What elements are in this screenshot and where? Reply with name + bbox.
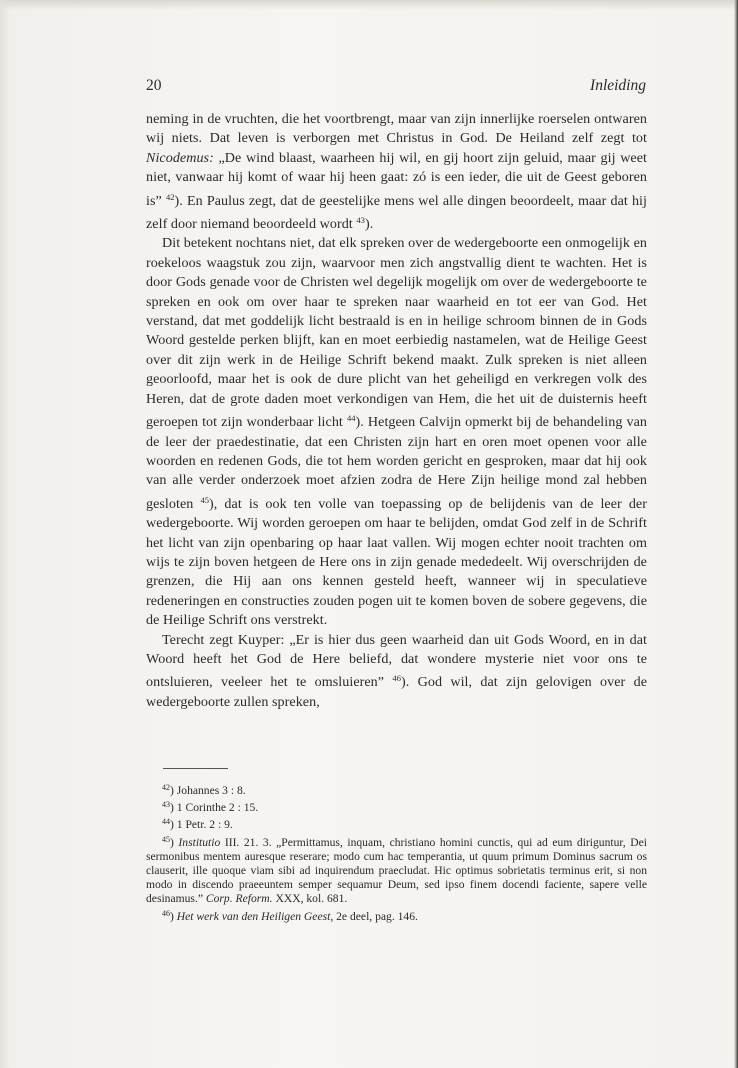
- text-segment: ). Hetgeen Calvijn opmerkt bij de behandeling van de leer der praedestinatie, dat een Christen zijn hart en oren moet openen voor alle woorden en redenen Gods, die tot hem worden gericht en gesproken, maar dat hij ook van alle verder onderzoek moet afzien zodra de Here Zijn heilige mond zal hebben gesloten: [146, 414, 647, 512]
- text-segment: „De wind blaast, waarheen hij wil, en gij hoort zijn geluid, maar gij weet niet, vanwaar hij komt of waar hij heen gaat: zó is een ieder, die uit de Geest geboren is”: [146, 149, 647, 209]
- footnote-ref: 46: [392, 673, 401, 684]
- body-text: [146, 110, 647, 712]
- text-segment: ).: [364, 216, 374, 233]
- footnote-number: 44: [162, 817, 170, 827]
- footnote-44: [146, 815, 647, 832]
- footnote-italic: Het werk van den Heiligen Geest,: [176, 909, 334, 923]
- footnote-number: 45: [162, 834, 170, 844]
- footnote-text: ) Johannes 3 : 8.: [170, 784, 246, 797]
- footnote-text: ) 1 Corinthe 2 : 15.: [170, 801, 259, 815]
- page-right-edge: [734, 0, 738, 1068]
- text-segment: ), dat is ook ten volle van toepassing op de belijdenis van de leer der wedergeboorte. Wij worden geroepen om haar te belijden, omdat God zelf in de Schrift het licht van zijn openbaring op haar laat vallen. Wij mogen echter nooit trachten om wijs te zijn boven hetgeen de Here ons in zijn genade mededeelt. Wij overschrijden de grenzen, die Hij aan ons kennen gesteld heeft, wanneer wij in speculatieve redeneringen en constructies zouden pogen uit te komen boven de sobere gegevens, die de Heilige Schrift ons verstrekt.: [146, 495, 647, 629]
- footnote-number: 42: [162, 783, 170, 792]
- text-segment: ). God wil, dat zijn gelovigen over de wedergeboorte zullen spreken,: [146, 674, 647, 710]
- footnote-number: 43: [162, 800, 170, 810]
- footnote-text: XXX, kol. 681.: [272, 892, 348, 906]
- footnote-43: [146, 798, 647, 815]
- text-segment: ). En Paulus zegt, dat de geestelijke mens wel alle dingen beoordeelt, maar dat hij zelf door niemand beoordeeld wordt: [146, 192, 647, 233]
- footnote-text: III. 21. 3. „Permittamus, inquam, christiano homini cunctis, qui ad eum diriguntur, Dei sermonibus mentem auresque reserare; modo cum hac temperantia, ut quum primum Dominus sacrum os clauserit, ille quoque viam sibi ad inquirendum praecludat. Hic optimus sobrietatis terminus erit, si non modo in discendo praeeuntem semper sequamur Deum, sed ipso finem docendi faciente, sapere velle desinamus.”: [146, 835, 647, 906]
- text-segment: neming in de vruchten, die het voortbrengt, maar van zijn innerlijke roerselen ontwaren wij niets. Dat leven is verborgen met Christus in God. De Heiland zelf zegt tot: [146, 111, 647, 147]
- paragraph-2: [146, 234, 647, 630]
- footnotes: [146, 781, 647, 924]
- footnote-ref: 43: [356, 215, 365, 226]
- footnote-42: [146, 781, 647, 798]
- page-top-shadow: [0, 0, 738, 10]
- footnote-number: 46: [162, 908, 170, 918]
- italic-name: Nicodemus:: [146, 149, 214, 166]
- footnote-italic: Corp. Reform.: [205, 892, 273, 906]
- footnote-ref: 45: [200, 494, 210, 505]
- running-head: [146, 77, 646, 99]
- text-segment: Terecht zegt Kuyper: „Er is hier dus geen waarheid dan uit Gods Woord, en in dat Woord heeft het God de Here beliefd, dat wondere mysterie niet voor ons te ontsluieren, veeleer het te omsluieren”: [146, 631, 647, 691]
- footnote-text: ) 1 Petr. 2 : 9.: [170, 818, 233, 832]
- footnote-text: 2e deel, pag. 146.: [333, 909, 418, 923]
- footnote-divider: [163, 768, 228, 769]
- footnote-ref: 42: [165, 191, 175, 202]
- footnote-46: $^{46}$) Het werk van den Heiligen Geest, 2e deel, pag. 146.: [162, 908, 418, 923]
- page-left-edge: [0, 0, 10, 1068]
- paragraph-1: [146, 110, 647, 234]
- paragraph-3: [146, 631, 647, 713]
- running-title: Inleiding: [590, 77, 646, 94]
- page-number: 20: [146, 77, 162, 94]
- footnote-italic: Institutio: [178, 835, 221, 849]
- footnote-45: $^{45}$) Institutio III. 21. 3. „Permittamus, inquam, christiano homini cunctis, qui ad eum diriguntur, Dei sermonibus mentem auresque reserare; modo cum hac temperantia, ut quum primum Dominus sacrum os clauserit, ille quoque viam sibi ad inquirendum praecludat. Hic optimus sobrietatis terminus erit, si non modo in discendo praeeuntem semper sequamur Deum, sed ipso finem docendi faciente, sapere velle desinamus.” Corp. Reform. XXX, kol. 681.: [146, 834, 647, 906]
- footnote-ref: 44: [346, 413, 356, 424]
- text-segment: Dit betekent nochtans niet, dat elk spreken over de wedergeboorte een onmogelijk en roekeloos waagstuk zou zijn, waarvoor men zich angstvallig dient te wachten. Het is door Gods genade voor de Christen wel degelijk mogelijk om over de wedergeboorte te spreken en ook om over haar te spreken naar waarheid en tot eer van God. Het verstand, dat met goddelijk licht bestraald is en in heilige schroom binnen de in Gods Woord gestelde perken blijft, kan en moet eerbiedig nastamelen, wat de Heilige Geest over dit zijn werk in de Heilige Schrift bekend maakt. Zulk spreken is niet alleen geoorloofd, maar het is ook de dure plicht van het geheiligd en verkregen volk des Heren, dat de grote daden moet verkondigen van Hem, die het uit de duisternis heeft geroepen tot zijn wonderbaar licht: [146, 235, 647, 431]
